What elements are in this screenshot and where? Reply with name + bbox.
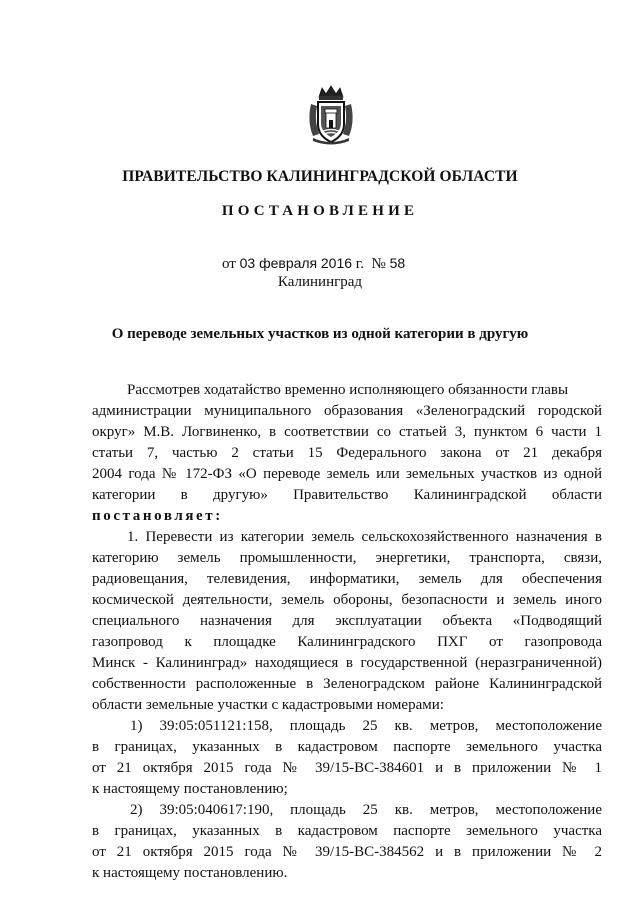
body-line: 1. Перевести из категории земель сельскохозяйственного назначения в [127,529,602,545]
city: Калининград [277,274,363,290]
body-line: Рассмотрев ходатайство временно исполняющего обязанности главы [127,382,569,398]
document-subject: О переводе земельных участков из одной категории в другую [111,326,529,342]
body-line: 2) 39:05:040617:190, площадь 25 кв. метров, местоположение [130,802,602,818]
document-body [92,380,602,884]
date-prefix: от [222,256,236,272]
body-line: категории в другую» Правительство Калининградской области [92,487,602,503]
body-line: собственности расположенные в Зеленоградском районе Калининградской [92,676,602,692]
document-number: 58 [389,255,406,271]
body-line: от 21 октября 2015 года № 39/15-ВС-384562 и в приложении № 2 [92,844,602,860]
body-line: округ» М.В. Логвиненко, в соответствии со статьей 3, пунктом 6 части 1 [92,424,602,440]
body-line: специального назначения для эксплуатации объекта «Подводящий [92,613,602,629]
government-title: ПРАВИТЕЛЬСТВО КАЛИНИНГРАДСКОЙ ОБЛАСТИ [122,168,518,185]
body-line: области земельные участки с кадастровыми номерами: [92,697,444,713]
date-suffix: г. [355,256,365,272]
body-line: радиовещания, телевидения, информатики, земель для обеспечения [92,571,602,587]
body-line: категорию земель промышленности, энергетики, транспорта, связи, [92,550,602,566]
body-line: космической деятельности, земель обороны, безопасности и земель иного [92,592,602,608]
kaliningrad-coat-of-arms-icon [305,84,357,146]
body-line: администрации муниципального образования «Зеленоградский городской [92,403,602,419]
document-type: ПОСТАНОВЛЕНИЕ [221,203,419,219]
date-number-line [222,255,405,273]
body-line: 2004 года № 172-ФЗ «О переводе земель или земельных участков из одной [92,466,602,482]
body-line: Минск - Калининград» находящиеся в государственной (неразграниченной) [92,655,602,671]
number-sign: № [371,256,386,272]
body-line: к настоящему постановлению. [92,865,288,881]
resolves-word: постановляет: [92,508,223,524]
body-line: статьи 7, частью 2 статьи 15 Федерального закона от 21 декабря [92,445,602,461]
body-line: в границах, указанных в кадастровом паспорте земельного участка [92,739,602,755]
body-line: 1) 39:05:051121:158, площадь 25 кв. метров, местоположение [130,718,602,734]
body-line: к настоящему постановлению; [92,781,288,797]
date-day-month: 03 февраля [239,255,318,271]
body-line: газопровод к площадке Калининградского ПХГ от газопровода [92,634,602,650]
body-line: в границах, указанных в кадастровом паспорте земельного участка [92,823,602,839]
body-line: от 21 октября 2015 года № 39/15-ВС-384601 и в приложении № 1 [92,760,602,776]
date-year: 2016 [320,255,353,271]
